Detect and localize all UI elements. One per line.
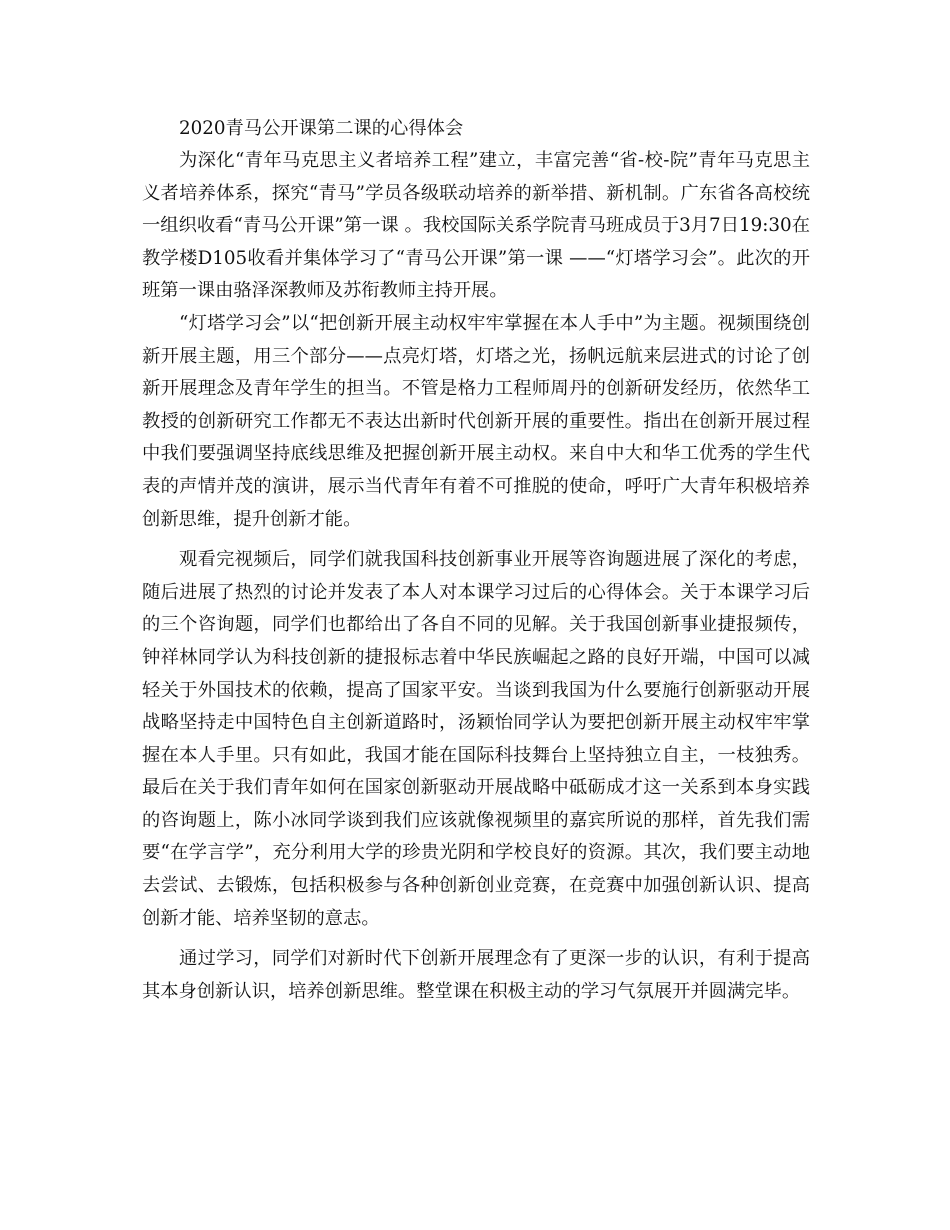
paragraph-conclusion: 通过学习，同学们对新时代下创新开展理念有了更深一步的认识，有利于提高其本身创新认识，培养创新思维。整堂课在积极主动的学习气氛展开并圆满完毕。 <box>142 948 810 1002</box>
document-body <box>142 113 810 1008</box>
document-title: 2020青马公开课第二课的心得体会 <box>179 118 464 139</box>
paragraph-video-summary: “灯塔学习会”以“把创新开展主动权牢牢掌握在本人手中”为主题。视频围绕创新开展主题，用三个部分——点亮灯塔，灯塔之光，扬帆远航来层进式的讨论了创新开展理念及青年学生的担当。不管是格力工程师周丹的创新研发经历，依然华工教授的创新研究工作都无不表达出新时代创新开展的重要性。指出在创新开展过程中我们要强调坚持底线思维及把握创新开展主动权。来自中大和华工优秀的学生代表的声情并茂的演讲，展示当代青年有着不可推脱的使命，呼吁广大青年积极培养创新思维，提升创新才能。 <box>142 312 810 530</box>
paragraph-discussion: 观看完视频后，同学们就我国科技创新事业开展等咨询题进展了深化的考虑，随后进展了热烈的讨论并发表了本人对本课学习过后的心得体会。关于本课学习后的三个咨询题，同学们也都给出了各自不同的见解。关于我国创新事业捷报频传，钟祥林同学认为科技创新的捷报标志着中华民族崛起之路的良好开端，中国可以减轻关于外国技术的依赖，提高了国家平安。当谈到我国为什么要施行创新驱动开展战略坚持走中国特色自主创新道路时，汤颖怡同学认为要把创新开展主动权牢牢掌握在本人手里。只有如此，我国才能在国际科技舞台上坚持独立自主，一枝独秀。最后在关于我们青年如何在国家创新驱动开展战略中砥砺成才这一关系到本身实践的咨询题上，陈小冰同学谈到我们应该就像视频里的嘉宾所说的那样，首先我们需要“在学言学”，充分利用大学的珍贵光阴和学校良好的资源。其次，我们要主动地去尝试、去锻炼，包括积极参与各种创新创业竞赛，在竞赛中加强创新认识、提高创新才能、培养坚韧的意志。 <box>142 549 810 929</box>
paragraph-intro: 为深化“青年马克思主义者培养工程”建立，丰富完善“省-校-院”青年马克思主义者培养体系，探究“青马”学员各级联动培养的新举措、新机制。广东省各高校统一组织收看“青马公开课”第一课 。我校国际关系学院青马班成员于3月7日19:30在教学楼D105收看并集体学习了“青马公开课”第一课 ——“灯塔学习会”。此次的开班第一课由骆泽深教师及苏衔教师主持开展。 <box>142 150 810 302</box>
